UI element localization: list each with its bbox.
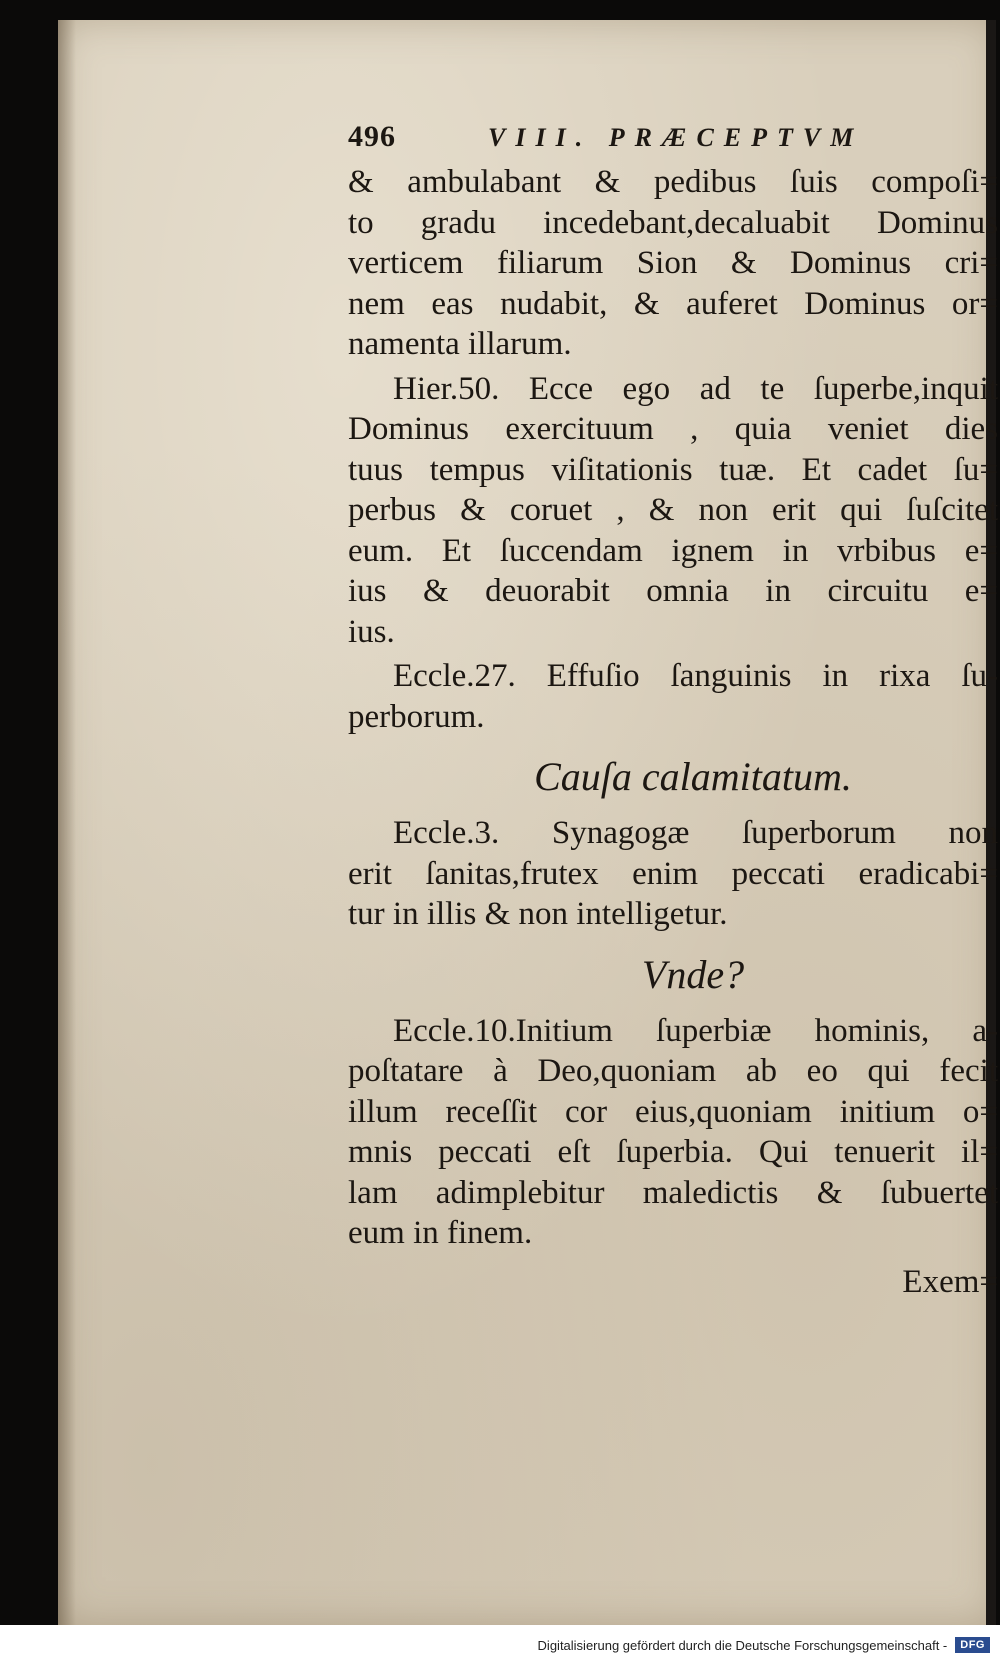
paragraph-5 xyxy=(348,1011,998,1254)
text-line: nem eas nudabit, & auferet Dominus or= xyxy=(348,285,998,322)
text-line: lam adimplebitur maledictis & ſubuertet xyxy=(348,1174,998,1211)
text-line: eum. Et ſuccendam ignem in vrbibus e= xyxy=(348,532,998,569)
text-line: to gradu incedebant,decaluabit Dominus xyxy=(348,204,998,241)
text-line: Hier.50. Ecce ego ad te ſuperbe,inquit xyxy=(393,370,998,407)
running-head-title: VIII. PRÆCEPTVM xyxy=(488,123,864,152)
text-line: Eccle.3. Synagogæ ſuperborum non xyxy=(393,815,998,851)
page-gutter-shadow xyxy=(58,20,76,1625)
paragraph-3 xyxy=(348,656,998,737)
section-heading-vnde: Vnde? xyxy=(641,951,745,997)
text-line: tuus tempus viſitationis tuæ. Et cadet ſu= xyxy=(348,451,998,488)
paragraph-2 xyxy=(348,369,998,653)
dfg-logo: DFG xyxy=(955,1637,990,1653)
footer-bar xyxy=(0,1625,1000,1665)
text-line: perborum. xyxy=(348,698,485,735)
text-line: tur in illis & non intelligetur. xyxy=(348,896,728,932)
text-line: eum in finem. xyxy=(348,1215,533,1251)
catchword: Exem= xyxy=(902,1263,998,1300)
text-line: mnis peccati eſt ſuperbia. Qui tenuerit il= xyxy=(348,1134,998,1170)
text-line: Dominus exercituum , quia veniet dies xyxy=(348,411,998,447)
text-line: poſtatare à Deo,quoniam ab eo qui fecit xyxy=(348,1053,998,1089)
page-number: 496 xyxy=(348,120,396,153)
text-block xyxy=(348,120,998,1302)
section-heading-causa: Cauſa calamitatum. xyxy=(534,754,852,799)
paragraph-4 xyxy=(348,813,998,935)
text-line: Eccle.27. Effuſio ſanguinis in rixa ſu- xyxy=(393,658,998,694)
paragraph-1 xyxy=(348,162,998,365)
text-line: illum receſſit cor eius,quoniam initium o= xyxy=(348,1093,998,1130)
text-line: ius. xyxy=(348,613,395,650)
text-line: namenta illarum. xyxy=(348,326,572,362)
running-head xyxy=(348,120,998,162)
text-line: verticem filiarum Sion & Dominus cri= xyxy=(348,245,998,281)
text-line: ius & deuorabit omnia in circuitu e= xyxy=(348,573,998,609)
text-line: Eccle.10.Initium ſuperbiæ hominis, a- xyxy=(393,1012,998,1049)
text-line: perbus & coruet , & non erit qui ſuſcitet xyxy=(348,492,998,528)
book-page xyxy=(58,20,996,1625)
text-line: erit ſanitas,frutex enim peccati eradicabi= xyxy=(348,855,998,892)
footer-credit: Digitalisierung gefördert durch die Deutsche Forschungsgemeinschaft - xyxy=(537,1637,948,1653)
text-line: & ambulabant & pedibus ſuis compoſi= xyxy=(348,164,998,200)
